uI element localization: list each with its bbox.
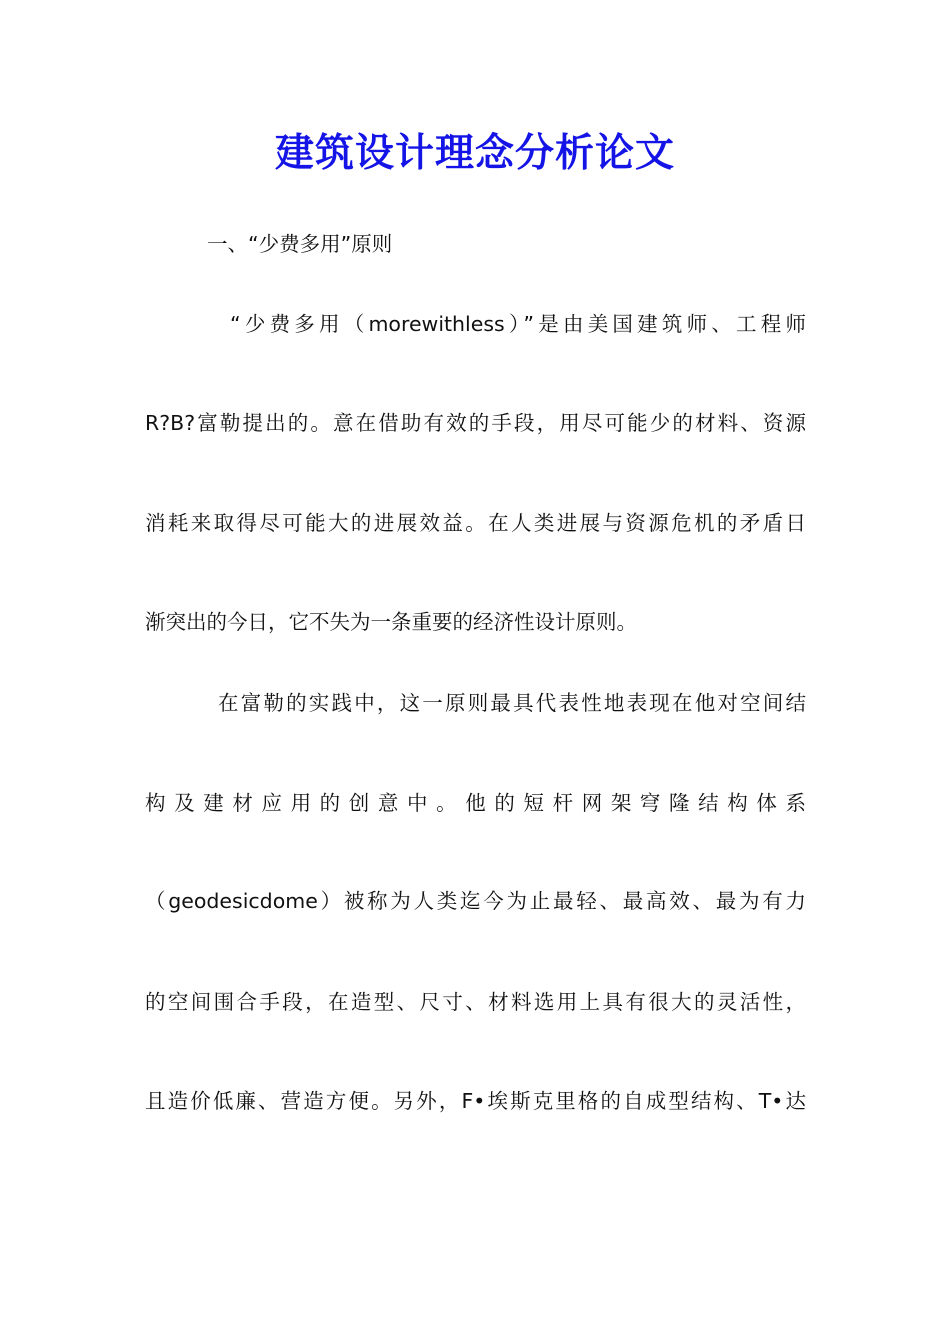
paragraph-2-line-5: 且造价低廉、营造方便。另外，F•埃斯克里格的自成型结构、T•达 [145,1089,806,1113]
paragraph-2-line-1: 在富勒的实践中，这一原则最具代表性地表现在他对空间结 [218,691,806,715]
paragraph-1-line-3: 消耗来取得尽可能大的进展效益。在人类进展与资源危机的矛盾日 [145,511,806,535]
paragraph-1-line-1: “少费多用（morewithless）”是由美国建筑师、工程师 [230,312,806,336]
document-title: 建筑设计理念分析论文 [274,130,675,176]
paragraph-2-line-2: 构及建材应用的创意中。他的短杆网架穹隆结构体系 [145,791,806,815]
paragraph-2-line-4: 的空间围合手段，在造型、尺寸、材料选用上具有很大的灵活性， [145,990,806,1014]
paragraph-2-line-3: （geodesicdome）被称为人类迄今为止最轻、最高效、最为有力 [145,889,806,913]
section-heading: 一、“少费多用”原则 [207,232,393,256]
paragraph-1-line-2: R?B?富勒提出的。意在借助有效的手段，用尽可能少的材料、资源 [145,411,806,435]
paragraph-1-line-4: 渐突出的今日，它不失为一条重要的经济性设计原则。 [145,610,637,634]
